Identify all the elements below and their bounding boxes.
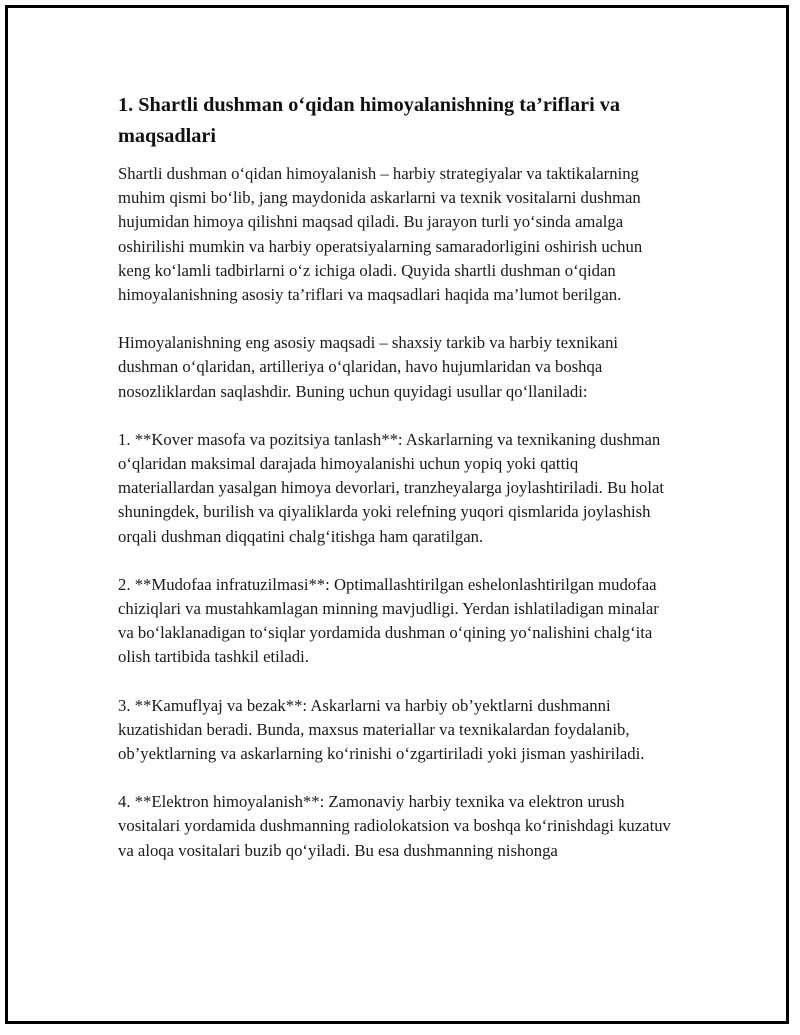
- paragraph-intro: Shartli dushman o‘qidan himoyalanish – harbiy strategiyalar va taktikalarning muhim qismi bo‘lib, jang maydonida askarlarni va texnik vositalarni dushman hujumidan himoya qilishni maqsad qiladi. Bu jarayon turli yo‘sinda amalga oshirilishi mumkin va harbiy operatsiyalarning samaradorligini oshirish uchun keng ko‘lamli tadbirlarni o‘z ichiga oladi. Quyida shartli dushman o‘qidan himoyalanishning asosiy ta’riflari va maqsadlari haqida ma’lumot berilgan.: [118, 164, 643, 305]
- list-item-camouflage: 3. **Kamuflyaj va bezak**: Askarlarni va harbiy ob’yektlarni dushmanni kuzatishidan beradi. Bunda, maxsus materiallar va texnikalardan foydalanib, ob’yektlarning va askarlarning ko‘rinishi o‘zgartiriladi yoki jisman yashiriladi.: [118, 695, 645, 764]
- list-item-defense-infrastructure: 2. **Mudofaa infratuzilmasi**: Optimallashtirilgan eshelonlashtirilgan mudofaa chiziqlari va mustahkamlagan minning mavjudligi. Yerdan ishlatiladigan minalar va bo‘laklanadigan to‘siqlar yordamida dushman o‘qining yo‘nalishini chalg‘ita olish tartibida tashkil etiladi.: [118, 574, 659, 667]
- list-item-cover-position: 1. **Kover masofa va pozitsiya tanlash**: Askarlarning va texnikaning dushman o‘qlaridan maksimal darajada himoyalanishi uchun yopiq yoki qattiq materiallardan yasalgan himoya devorlari, tranzheyalarga joylashtiriladi. Bu holat shuningdek, burilish va qiyaliklarda yoki relefning yuqori qismlarida joylashish orqali dushman diqqatini chalg‘itishga ham qaratilgan.: [118, 429, 665, 546]
- section-heading: 1. Shartli dushman o‘qidan himoyalanishning ta’riflari va maqsadlari: [118, 94, 621, 147]
- document-body: [118, 90, 678, 887]
- list-item-electronic-protection: 4. **Elektron himoyalanish**: Zamonaviy harbiy texnika va elektron urush vositalari yordamida dushmanning radiolokatsion va boshqa ko‘rinishdagi kuzatuv va aloqa vositalari buzib qo‘yiladi. Bu esa dushmanning nishonga: [118, 792, 671, 860]
- paragraph-main-goal: Himoyalanishning eng asosiy maqsadi – shaxsiy tarkib va harbiy texnikani dushman o‘qlaridan, artilleriya o‘qlaridan, havo hujumlaridan va boshqa nosozliklardan saqlashdir. Buning uchun quyidagi usullar qo‘llaniladi:: [118, 333, 619, 401]
